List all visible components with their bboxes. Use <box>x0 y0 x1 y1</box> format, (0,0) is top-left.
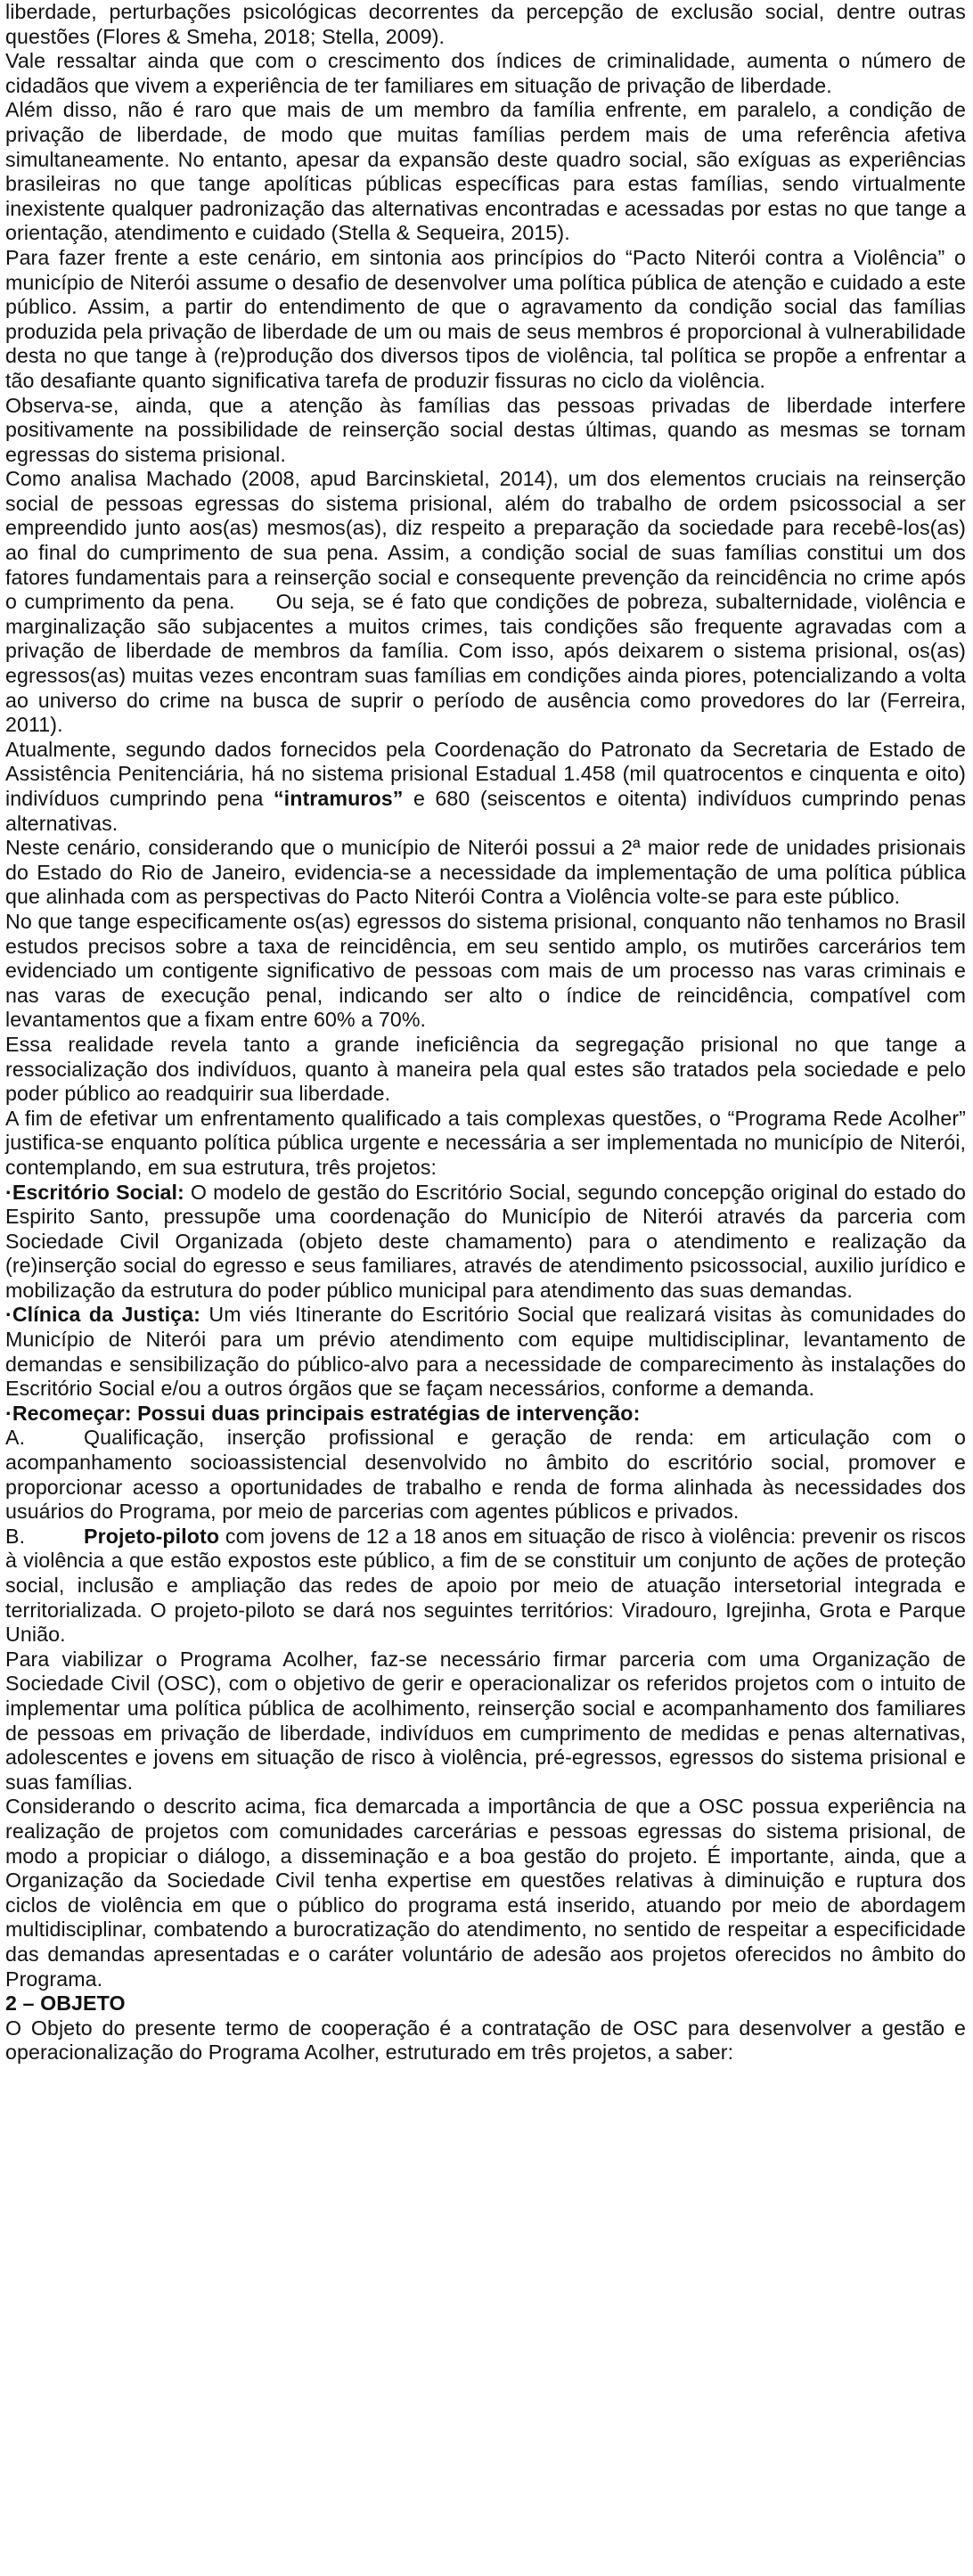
atual-text-before: Atualmente, segundo dados fornecidos pela Coordenação do Patronato da Secretaria de Estado de Assistência Penitenciária, há no sistema prisional Estadual 1.458 (mil quatrocentos e cinquenta e oito) indivíduos cumprindo pena <box>5 737 966 810</box>
project-clinica-justica <box>5 1303 966 1401</box>
list-marker-a: A. <box>5 1426 26 1450</box>
list-marker-b: B. <box>5 1524 26 1548</box>
intramuros-term: “intramuros” <box>273 787 404 810</box>
list-item-b <box>5 1525 966 1648</box>
paragraph: liberdade, perturbações psicológicas decorrentes da percepção de exclusão social, dentre outras questões (Flores & Smeha, 2018; Stella, 2009). <box>5 0 966 48</box>
machado-text-before: Como analisa Machado (2008, apud Barcinskietal, 2014), um dos elementos cruciais na reinserção social de pessoas egressas do sistema prisional, além do trabalho de ordem psicossocial a ser empreendido junto aos(as) mesmos(as), diz respeito a preparação da sociedade para recebê-los(as) ao final do cumprimento de sua pena. Assim, a condição social de suas famílias constitui um dos fatores fundamentais para a reinserção social e consequente prevenção da reincidência no crime após o cumprimento da pena. <box>5 467 966 614</box>
project-recomecar: ·Recomeçar: Possui duas principais estratégias de intervenção: <box>5 1401 641 1425</box>
paragraph-objeto: O Objeto do presente termo de cooperação é a contratação de OSC para desenvolver a gestão e operacionalização do Programa Acolher, estruturado em três projetos, a saber: <box>5 2016 966 2065</box>
escritorio-label: ·Escritório Social: <box>5 1180 184 1204</box>
paragraph-machado <box>5 467 966 738</box>
paragraph: Além disso, não é raro que mais de um membro da família enfrente, em paralelo, a condição de privação de liberdade, de modo que muitas famílias perdem mais de uma referência afetiva simultaneamente. No entanto, apesar da expansão deste quadro social, são exíguas as experiências brasileiras no que tange apolíticas públicas específicas para estas famílias, sendo virtualmente inexistente qualquer padronização das alternativas encontradas e acessadas por estas no que tange a orientação, atendimento e cuidado (Stella & Sequeira, 2015). <box>5 98 966 245</box>
paragraph: Para fazer frente a este cenário, em sintonia aos princípios do “Pacto Niterói contra a Violência” o município de Niterói assume o desafio de desenvolver uma política pública de atenção e cuidado a este público. Assim, a partir do entendimento de que o agravamento da condição social das famílias produzida pela privação de liberdade de um ou mais de seus membros é proporcional à vulnerabilidade desta no que tange à (re)produção dos diversos tipos de violência, tal política se propõe a enfrentar a tão desafiante quanto significativa tarefa de produzir fissuras no ciclo da violência. <box>5 245 966 392</box>
clinica-description: Um viés Itinerante do Escritório Social que realizará visitas às comunidades do Município de Niterói para um prévio atendimento com equipe multidisciplinar, levantamento de demandas e sensibilização do público-alvo para a necessidade de comparecimento às instalações do Escritório Social e/ou a outros órgãos que se façam necessários, conforme a demanda. <box>5 1303 967 1401</box>
paragraph: A fim de efetivar um enfrentamento qualificado a tais complexas questões, o “Programa Rede Acolher” justifica-se enquanto política pública urgente e necessária a ser implementada no município de Niterói, contemplando, em sua estrutura, três projetos: <box>5 1106 966 1179</box>
paragraph-atualmente <box>5 738 966 836</box>
atual-text-after: e 680 (seiscentos e oitenta) indivíduos cumprindo penas alternativas. <box>5 787 967 835</box>
clinica-label: ·Clínica da Justiça: <box>5 1303 200 1327</box>
section-heading: 2 – OBJETO <box>5 1991 126 2016</box>
paragraph: Neste cenário, considerando que o município de Niterói possui a 2ª maior rede de unidades prisionais do Estado do Rio de Janeiro, evidencia-se a necessidade da implementação de uma política pública que alinhada com as perspectivas do Pacto Niterói Contra a Violência volte-se para este público. <box>5 836 966 909</box>
list-item-a-text: Qualificação, inserção profissional e geração de renda: em articulação com o acompanhamento socioassistencial desenvolvido no âmbito do escritório social, promover e proporcionar acesso a oportunidades de trabalho e renda de forma alinhada às necessidades dos usuários do Programa, por meio de parcerias com agentes públicos e privados. <box>5 1426 966 1524</box>
list-item-a <box>5 1426 966 1524</box>
paragraph: Para viabilizar o Programa Acolher, faz-se necessário firmar parceria com uma Organização de Sociedade Civil (OSC), com o objetivo de gerir e operacionalizar os referidos projetos com o intuito de implementar uma política pública de acolhimento, reinserção social e acompanhamento dos familiares de pessoas em privação de liberdade, indivíduos em cumprimento de medidas e penas alternativas, adolescentes e jovens em situação de risco à violência, pré-egressos, egressos do sistema prisional e suas famílias. <box>5 1647 966 1794</box>
paragraph: Essa realidade revela tanto a grande ineficiência da segregação prisional no que tange a ressocialização dos indivíduos, quanto à maneira pela qual estes são tratados pela sociedade e pelo poder público ao readquirir sua liberdade. <box>5 1032 966 1106</box>
paragraph: Considerando o descrito acima, fica demarcada a importância de que a OSC possua experiência na realização de projetos com comunidades carcerárias e pessoas egressas do sistema prisional, de modo a propiciar o diálogo, a disseminação e a boa gestão do projeto. É importante, ainda, que a Organização da Sociedade Civil tenha expertise em questões relativas à diminuição e ruptura dos ciclos de violência em que o público do programa está inserido, atuando por meio de abordagem multidisciplinar, combatendo a burocratização do atendimento, no sentido de respeitar a especificidade das demandas apresentadas e o caráter voluntário de adesão aos projetos oferecidos no âmbito do Programa. <box>5 1795 966 1991</box>
paragraph: No que tange especificamente os(as) egressos do sistema prisional, conquanto não tenhamos no Brasil estudos precisos sobre a taxa de reincidência, em seu sentido amplo, os mutirões carcerários tem evidenciado um contigente significativo de pessoas com mais de um processo nas varas criminais e nas varas de execução penal, indicando ser alto o índice de reincidência, compatível com levantamentos que a fixam entre 60% a 70%. <box>5 909 966 1032</box>
paragraph: Vale ressaltar ainda que com o crescimento dos índices de criminalidade, aumenta o número de cidadãos que vivem a experiência de ter familiares em situação de privação de liberdade. <box>5 49 966 97</box>
paragraph: Observa-se, ainda, que a atenção às famílias das pessoas privadas de liberdade interfere positivamente na possibilidade de reinserção social destas últimas, quando as mesmas se tornam egressas do sistema prisional. <box>5 393 966 466</box>
project-escritorio-social <box>5 1181 966 1304</box>
list-item-b-text: com jovens de 12 a 18 anos em situação de risco à violência: prevenir os riscos à violência a que estão expostos este público, a fim de se constituir um conjunto de ações de proteção social, inclusão e ampliação das redes de apoio por meio de atuação intersetorial integrada e territorializada. O projeto-piloto se dará nos seguintes territórios: Viradouro, Igrejinha, Grota e Parque União. <box>5 1524 966 1647</box>
machado-text-after: Ou seja, se é fato que condições de pobreza, subalternidade, violência e marginalização são subjacentes a muitos crimes, tais condições são frequente agravadas com a privação de liberdade de membros da família. Com isso, após deixarem o sistema prisional, os(as) egressos(as) muitas vezes encontram suas famílias em condições ainda piores, potencializando a volta ao universo do crime na busca de suprir o período de ausência como provedores do lar (Ferreira, 2011). <box>5 590 966 737</box>
projeto-piloto-label: Projeto-piloto <box>84 1524 220 1548</box>
escritorio-description: O modelo de gestão do Escritório Social, segundo concepção original do estado do Espirito Santo, pressupõe uma coordenação do Município de Niterói através da parceria com Sociedade Civil Organizada (objeto deste chamamento) para o atendimento e realização da (re)inserção social do egresso e seus familiares, através de atendimento psicossocial, auxilio jurídico e mobilização da estrutura do poder público municipal para atendimento das suas demandas. <box>5 1180 966 1302</box>
